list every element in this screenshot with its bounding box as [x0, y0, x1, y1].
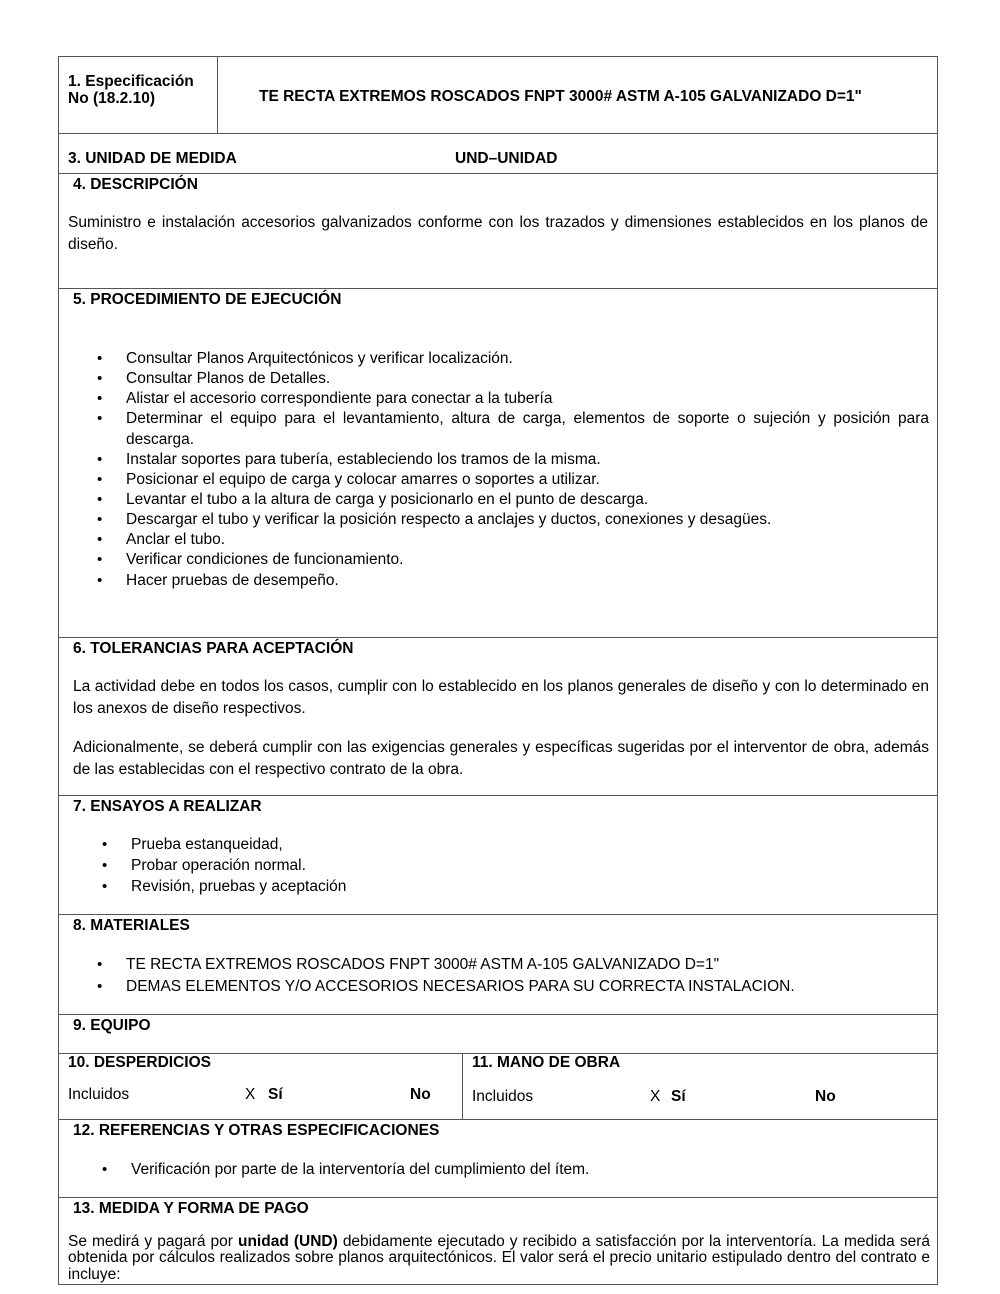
- list-item: • Descargar el tubo y verificar la posición respecto a anclajes y ductos, conexiones y desagües.: [126, 510, 929, 530]
- tolerances-paragraph-1: La actividad debe en todos los casos, cumplir con lo establecido en los planos generales de diseño y con lo determinado en los anexos de diseño respectivos.: [73, 678, 929, 717]
- tests-title: 7. ENSAYOS A REALIZAR: [73, 798, 262, 815]
- labor-yes-label: Sí: [671, 1088, 686, 1105]
- list-item: • Levantar el tubo a la altura de carga y posicionarlo en el punto de descarga.: [126, 490, 929, 510]
- materials-section: [59, 915, 937, 1015]
- unit-value: UND–UNIDAD: [455, 150, 558, 167]
- equipment-section: [59, 1015, 937, 1054]
- waste-title: 10. DESPERDICIOS: [68, 1054, 211, 1071]
- labor-yes-mark: X: [650, 1088, 661, 1105]
- list-item: • Probar operación normal.: [131, 856, 921, 877]
- spec-header-row: [59, 57, 937, 134]
- spec-label-line2: No (18.2.10): [68, 90, 156, 108]
- tolerances-title: 6. TOLERANCIAS PARA ACEPTACIÓN: [73, 640, 354, 657]
- list-item: • Instalar soportes para tubería, estableciendo los tramos de la misma.: [126, 450, 929, 470]
- list-item: • Alistar el accesorio correspondiente para conectar a la tubería: [126, 389, 929, 409]
- list-item: • TE RECTA EXTREMOS ROSCADOS FNPT 3000# ASTM A-105 GALVANIZADO D=1": [126, 954, 926, 976]
- waste-labor-row: [59, 1054, 937, 1120]
- list-item: • Hacer pruebas de desempeño.: [126, 571, 929, 591]
- payment-text-end: debidamente ejecutado y recibido a satisfacción por la interventoría. La medida será obtenida por cálculos realizados sobre planos arquitectónicos. El valor será el precio unitario estipulado dentro del contrato e incluye:: [68, 1233, 930, 1283]
- list-item: • Consultar Planos de Detalles.: [126, 369, 929, 389]
- waste-included-label: Incluidos: [68, 1086, 130, 1103]
- waste-yes-mark: X: [245, 1086, 256, 1103]
- tolerances-paragraph-2: Adicionalmente, se deberá cumplir con las exigencias generales y específicas sugeridas por el interventor de obra, además de las establecidas con el respectivo contrato de la obra.: [73, 739, 929, 778]
- waste-no-label: No: [410, 1086, 431, 1103]
- unit-label: 3. UNIDAD DE MEDIDA: [68, 150, 237, 167]
- equipment-title: 9. EQUIPO: [73, 1017, 151, 1034]
- labor-no-label: No: [815, 1088, 836, 1105]
- unit-row: [59, 134, 937, 174]
- payment-text: [68, 1234, 930, 1283]
- procedure-list: [126, 349, 929, 591]
- procedure-section: [59, 289, 937, 638]
- references-list: [131, 1160, 921, 1180]
- labor-included-label: Incluidos: [472, 1088, 534, 1105]
- spec-number-label: [68, 73, 194, 107]
- list-item: • DEMAS ELEMENTOS Y/O ACCESORIOS NECESARIOS PARA SU CORRECTA INSTALACION.: [126, 976, 926, 998]
- description-text: Suministro e instalación accesorios galvanizados conforme con los trazados y dimensiones establecidos en los planos de diseño.: [68, 214, 928, 253]
- references-title: 12. REFERENCIAS Y OTRAS ESPECIFICACIONES: [73, 1122, 440, 1139]
- payment-title: 13. MEDIDA Y FORMA DE PAGO: [73, 1200, 309, 1217]
- list-item: • Prueba estanqueidad,: [131, 835, 921, 856]
- list-item: • Verificar condiciones de funcionamiento.: [126, 550, 929, 570]
- materials-list: [126, 954, 926, 999]
- tolerances-section: [59, 638, 937, 796]
- tests-list: [131, 835, 921, 897]
- spec-label-line1: 1. Especificación: [68, 73, 194, 90]
- list-item: • Anclar el tubo.: [126, 530, 929, 550]
- list-item: • Consultar Planos Arquitectónicos y verificar localización.: [126, 349, 929, 369]
- list-item: • Posicionar el equipo de carga y colocar amarres o soportes a utilizar.: [126, 470, 929, 490]
- payment-unit: unidad (UND): [238, 1233, 338, 1250]
- tests-section: [59, 796, 937, 915]
- list-item: • Determinar el equipo para el levantamiento, altura de carga, elementos de soporte o sujeción y posición para descarga.: [126, 409, 929, 449]
- spec-title: TE RECTA EXTREMOS ROSCADOS FNPT 3000# ASTM A-105 GALVANIZADO D=1": [259, 88, 862, 105]
- payment-text-start: Se medirá y pagará por: [68, 1233, 238, 1250]
- description-section: [59, 174, 937, 289]
- list-item: • Verificación por parte de la interventoría del cumplimiento del ítem.: [131, 1160, 921, 1180]
- list-item: • Revisión, pruebas y aceptación: [131, 877, 921, 898]
- waste-yes-label: Sí: [268, 1086, 283, 1103]
- column-divider: [217, 57, 218, 133]
- references-section: [59, 1120, 937, 1198]
- column-divider: [462, 1054, 463, 1119]
- procedure-title: 5. PROCEDIMIENTO DE EJECUCIÓN: [73, 291, 342, 308]
- specification-form: [58, 56, 938, 1285]
- materials-title: 8. MATERIALES: [73, 917, 190, 934]
- description-title: 4. DESCRIPCIÓN: [73, 176, 198, 193]
- labor-title: 11. MANO DE OBRA: [472, 1054, 621, 1071]
- payment-section: [59, 1198, 937, 1285]
